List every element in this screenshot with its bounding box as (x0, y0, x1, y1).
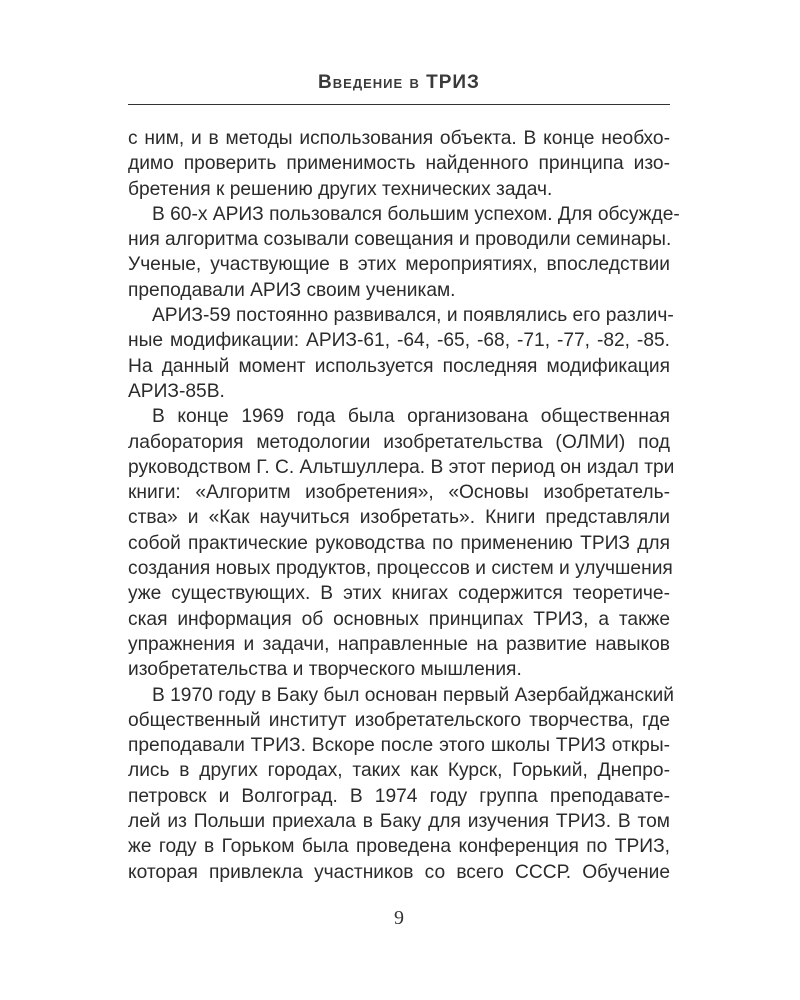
text-line: ния алгоритма созывали совещания и проводили семинары. (128, 229, 672, 251)
text-line: ства» и «Как научиться изобретать». Книги представляли (128, 507, 670, 529)
page-number: 9 (394, 907, 404, 929)
text-line: Ученые, участвующие в этих мероприятиях, впоследствии (128, 254, 670, 276)
text-line: В 60-х АРИЗ пользовался большим успехом. Для обсужде- (152, 203, 680, 225)
header-divider (128, 104, 670, 105)
body-text (128, 126, 680, 885)
text-line: руководством Г. С. Альтшуллера. В этот период он издал три (128, 456, 675, 478)
header-title: Введение в ТРИЗ (318, 72, 480, 93)
text-line: изобретательства и творческого мышления. (128, 659, 522, 681)
text-line: лей из Польши приехала в Баку для изучения ТРИЗ. В том (128, 811, 670, 833)
text-line: петровск и Волгоград. В 1974 году группа преподавате- (128, 785, 670, 807)
text-line: уже существующих. В этих книгах содержится теоретиче- (128, 583, 670, 605)
text-line: собой практические руководства по применению ТРИЗ для (128, 532, 670, 554)
text-line: преподавали ТРИЗ. Вскоре после этого школы ТРИЗ откры- (128, 735, 670, 757)
text-line: упражнения и задачи, направленные на развитие навыков (128, 633, 670, 655)
text-line: создания новых продуктов, процессов и систем и улучшения (128, 558, 673, 580)
text-line: лись в других городах, таких как Курск, Горький, Днепро- (128, 760, 670, 782)
text-line: В 1970 году в Баку был основан первый Азербайджанский (152, 684, 674, 706)
text-line: бретения к решению других технических задач. (128, 178, 553, 200)
text-line: лаборатория методологии изобретательства (ОЛМИ) под (128, 431, 670, 453)
text-line: В конце 1969 года была организована общественная (152, 406, 670, 428)
text-line: ные модификации: АРИЗ-61, -64, -65, -68, -71, -77, -82, -85. (128, 330, 670, 352)
text-line: же году в Горьком была проведена конференция по ТРИЗ, (128, 836, 670, 858)
text-line: с ним, и в методы использования объекта. В конце необхо- (128, 128, 670, 149)
text-line: АРИЗ-59 постоянно развивался, и появлялись его различ- (152, 305, 674, 327)
text-line: преподавали АРИЗ своим ученикам. (128, 279, 456, 301)
text-line: общественный институт изобретательского творчества, где (128, 709, 670, 731)
text-line: которая привлекла участников со всего СССР. Обучение (128, 861, 670, 883)
text-line: ская информация об основных принципах ТРИЗ, а также (128, 608, 670, 630)
text-line: димо проверить применимость найденного принципа изо- (128, 153, 670, 175)
text-line: книги: «Алгоритм изобретения», «Основы изобретатель- (128, 482, 670, 504)
text-line: На данный момент используется последняя модификация (128, 355, 670, 377)
text-line: АРИЗ-85В. (128, 380, 225, 402)
